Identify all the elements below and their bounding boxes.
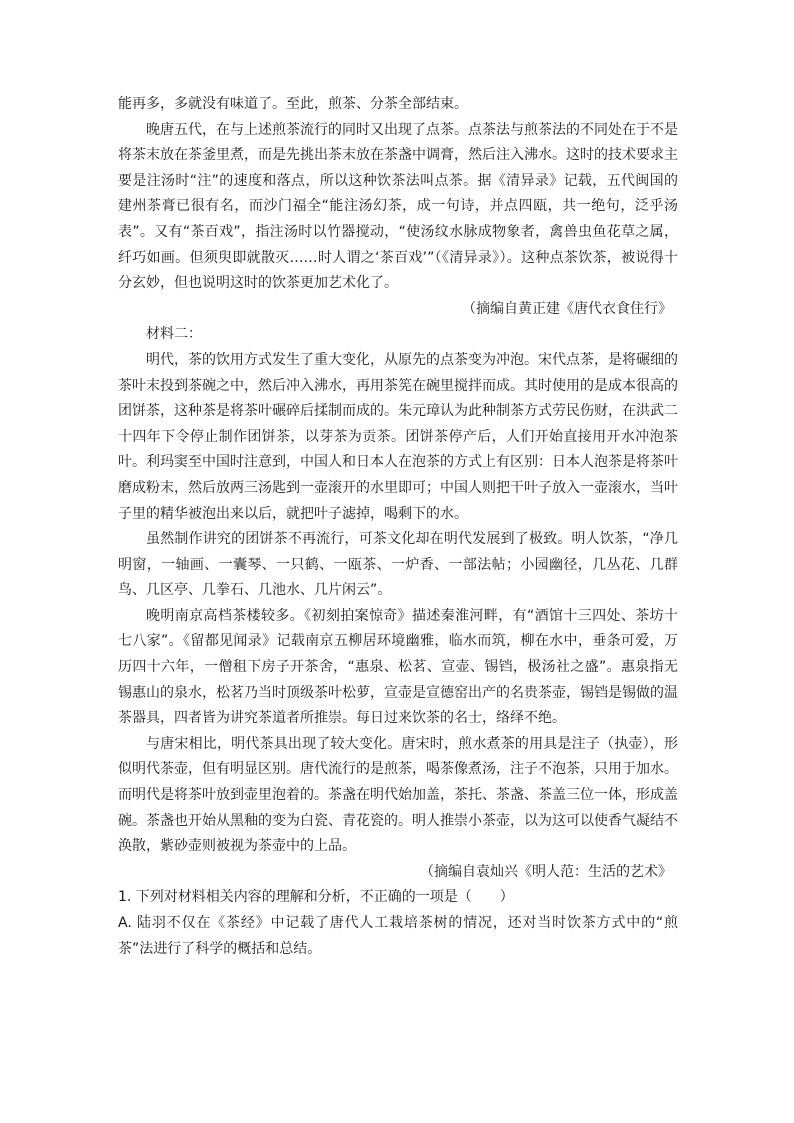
material1-paragraph-end: 能再多，多就没有味道了。至此，煎茶、分茶全部结束。: [118, 96, 468, 112]
material2-paragraph-2: 虽然制作讲究的团饼茶不再流行，可茶文化却在明代发展到了极致。明人饮茶，“净几明窗，一轴画、一囊琴、一只鹤、一瓯茶、一炉香、一部法帖；小园幽径，几丛花、几群鸟、几区亭、几拳石、几池水、几片闲云”。: [118, 531, 678, 599]
material2-paragraph-4: 与唐宋相比，明代茶具出现了较大变化。唐宋时，煎水煮茶的用具是注子（执壶），形似明代茶壶，但有明显区别。唐代流行的是煎茶，喝茶像煮汤，注子不泡茶，只用于加水。而明代是将茶叶放到壶里泡着的。茶盏在明代始加盖，茶托、茶盏、茶盖三位一体，形成盖碗。茶盏也开始从黑釉的变为白瓷、青花瓷的。明人推崇小茶壶，以为这可以使香气凝结不涣散，紫砂壶则被视为茶壶中的上品。: [118, 735, 678, 855]
material2-paragraph-3: 晚明南京高档茶楼较多。《初刻拍案惊奇》描述秦淮河畔，有“酒馆十三四处、茶坊十七八家”。《留都见闻录》记载南京五柳居环境幽雅，临水而筑，柳在水中，垂条可爱，万历四十六年，一僧租下房子开茶舍，“惠泉、松茗、宣壶、锡铛，极汤社之盛”。惠泉指无锡惠山的泉水，松茗乃当时顶级茶叶松萝，宣壶是宣德窑出产的名贵茶壶，锡铛是锡做的温茶器具，四者皆为讲究茶道者所推崇。每日过来饮茶的名士，络绎不绝。: [118, 607, 678, 727]
material2-paragraph-1: 明代，茶的饮用方式发生了重大变化，从原先的点茶变为冲泡。宋代点茶，是将碾细的茶叶末投到茶碗之中，然后冲入沸水，再用茶筅在碗里搅拌而成。其时使用的是成本很高的团饼茶，这种茶是将茶叶碾碎后揉制而成的。朱元璋认为此种制茶方式劳民伤财，在洪武二十四年下令停止制作团饼茶，以芽茶为贡茶。团饼茶停产后，人们开始直接用开水冲泡茶叶。利玛窦至中国时注意到，中国人和日本人在泡茶的方式上有区别：日本人泡茶是将茶叶磨成粉末，然后放两三汤匙到一壶滚开的水里即可；中国人则把干叶子放入一壶滚水，当叶子里的精华被泡出来以后，就把叶子滤掉，喝剩下的水。: [118, 351, 678, 522]
material1-source: （摘编自黄正建《唐代衣食住行》: [462, 300, 672, 317]
material2-source: （摘编自袁灿兴《明人范：生活的艺术》: [420, 863, 672, 880]
material2-heading: 材料二：: [146, 326, 202, 343]
question1-option-a: A. 陆羽不仅在《茶经》中记载了唐代人工栽培茶树的情况，还对当时饮茶方式中的“煎茶”法进行了科学的概括和总结。: [118, 915, 678, 957]
document-page: [118, 92, 678, 962]
question1-stem: 1. 下列对材料相关内容的理解和分析，不正确的一项是（ ）: [118, 889, 514, 906]
material1-paragraph-diancha: 晚唐五代，在与上述煎茶流行的同时又出现了点茶。点茶法与煎茶法的不同处在于不是将茶末放在茶釜里煮，而是先挑出茶末放在茶盏中调膏，然后注入沸水。这时的技术要求主要是注汤时“注”的速度和落点，所以这种饮茶法叫点茶。据《清异录》记载，五代闽国的建州茶膏已很有名，而沙门福全“能注汤幻茶，成一句诗，并点四瓯，共一绝句，泛乎汤表”。又有“茶百戏”，指注汤时以竹器搅动，“使汤纹水脉成物象者，禽兽虫鱼花草之属，纤巧如画。但须臾即就散灭……时人谓之‘茶百戏’”（《清异录》）。这种点茶饮茶，被说得十分玄妙，但也说明这时的饮茶更加艺术化了。: [118, 121, 678, 292]
